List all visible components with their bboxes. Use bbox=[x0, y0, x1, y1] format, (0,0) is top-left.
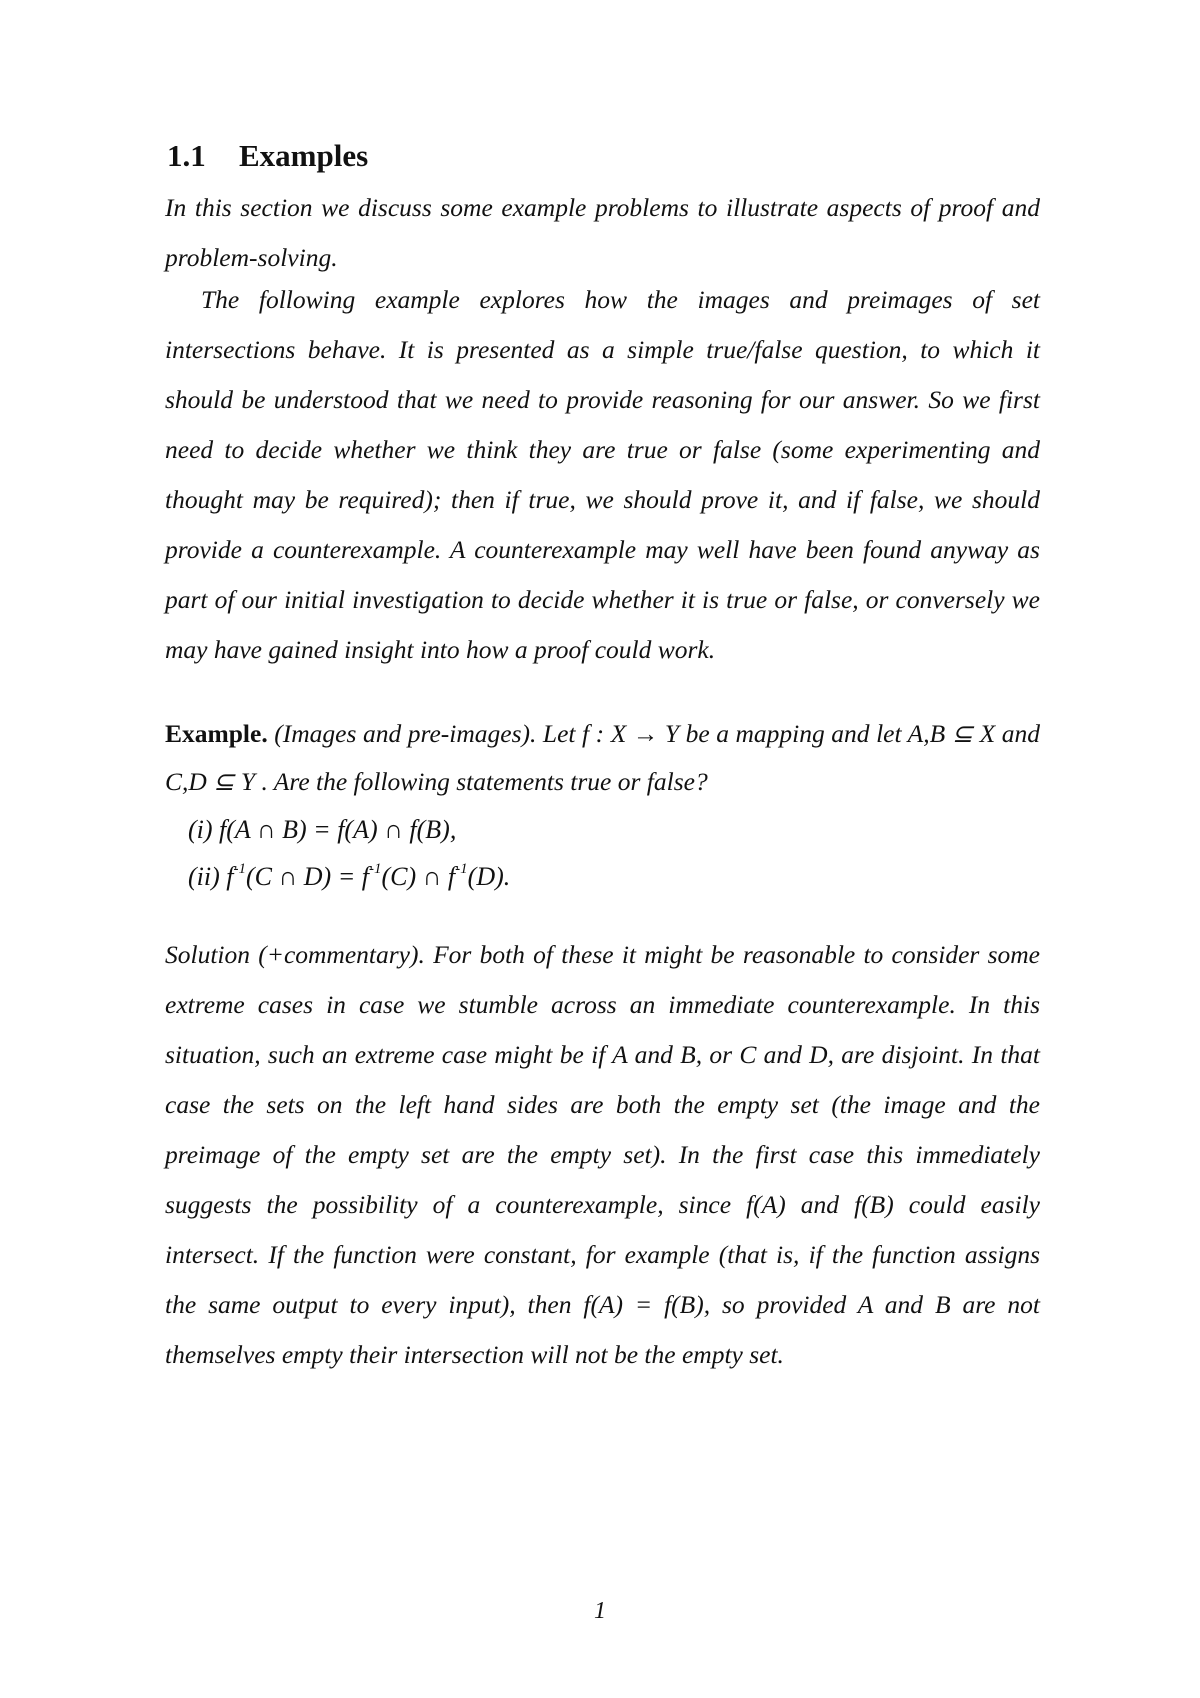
section-heading bbox=[167, 138, 368, 174]
statement-ii: (ii) $f^{-1}(C$ ∩ $D) = f^{-1}(C)$ ∩ $f^{-1}(D)$. bbox=[188, 861, 511, 891]
page-number: 1 bbox=[594, 1598, 606, 1624]
example-paragraph bbox=[165, 710, 1040, 806]
example-label: Example. bbox=[165, 719, 268, 748]
section-title: Examples bbox=[239, 138, 369, 173]
intro-paragraph: In this section we discuss some example problems to illustrate aspects of proof and problem-solving. bbox=[165, 193, 1040, 272]
example-text: (Images and pre-images). Let f : X → Y be a mapping and let A,B ⊆ X and C,D ⊆ Y . Are the following statements true or false? bbox=[165, 719, 1040, 796]
discussion-paragraph: The following example explores how the images and preimages of set intersections behave. It is presented as a simple true/false question, to which it should be understood that we need to provide reasoning for our answer. So we first need to decide whether we think they are true or false (some experimenting and thought may be required); then if true, we should prove it, and if false, we should provide a counterexample. A counterexample may well have been found anyway as part of our initial investigation to decide whether it is true or false, or conversely we may have gained insight into how a proof could work. bbox=[165, 285, 1040, 664]
section-number: 1.1 bbox=[167, 138, 206, 173]
statement-i: (i) f(A ∩ B) = f(A) ∩ f(B), bbox=[188, 815, 457, 844]
solution-paragraph: Solution (+commentary). For both of these it might be reasonable to consider some extreme cases in case we stumble across an immediate counterexample. In this situation, such an extreme case might be if A and B, or C and D, are disjoint. In that case the sets on the left hand sides are both the empty set (the image and the preimage of the empty set are the empty set). In the first case this immediately suggests the possibility of a counterexample, since f(A) and f(B) could easily intersect. If the function were constant, for example (that is, if the function assigns the same output to every input), then f(A) = f(B), so provided A and B are not themselves empty their intersection will not be the empty set. bbox=[165, 940, 1040, 1369]
